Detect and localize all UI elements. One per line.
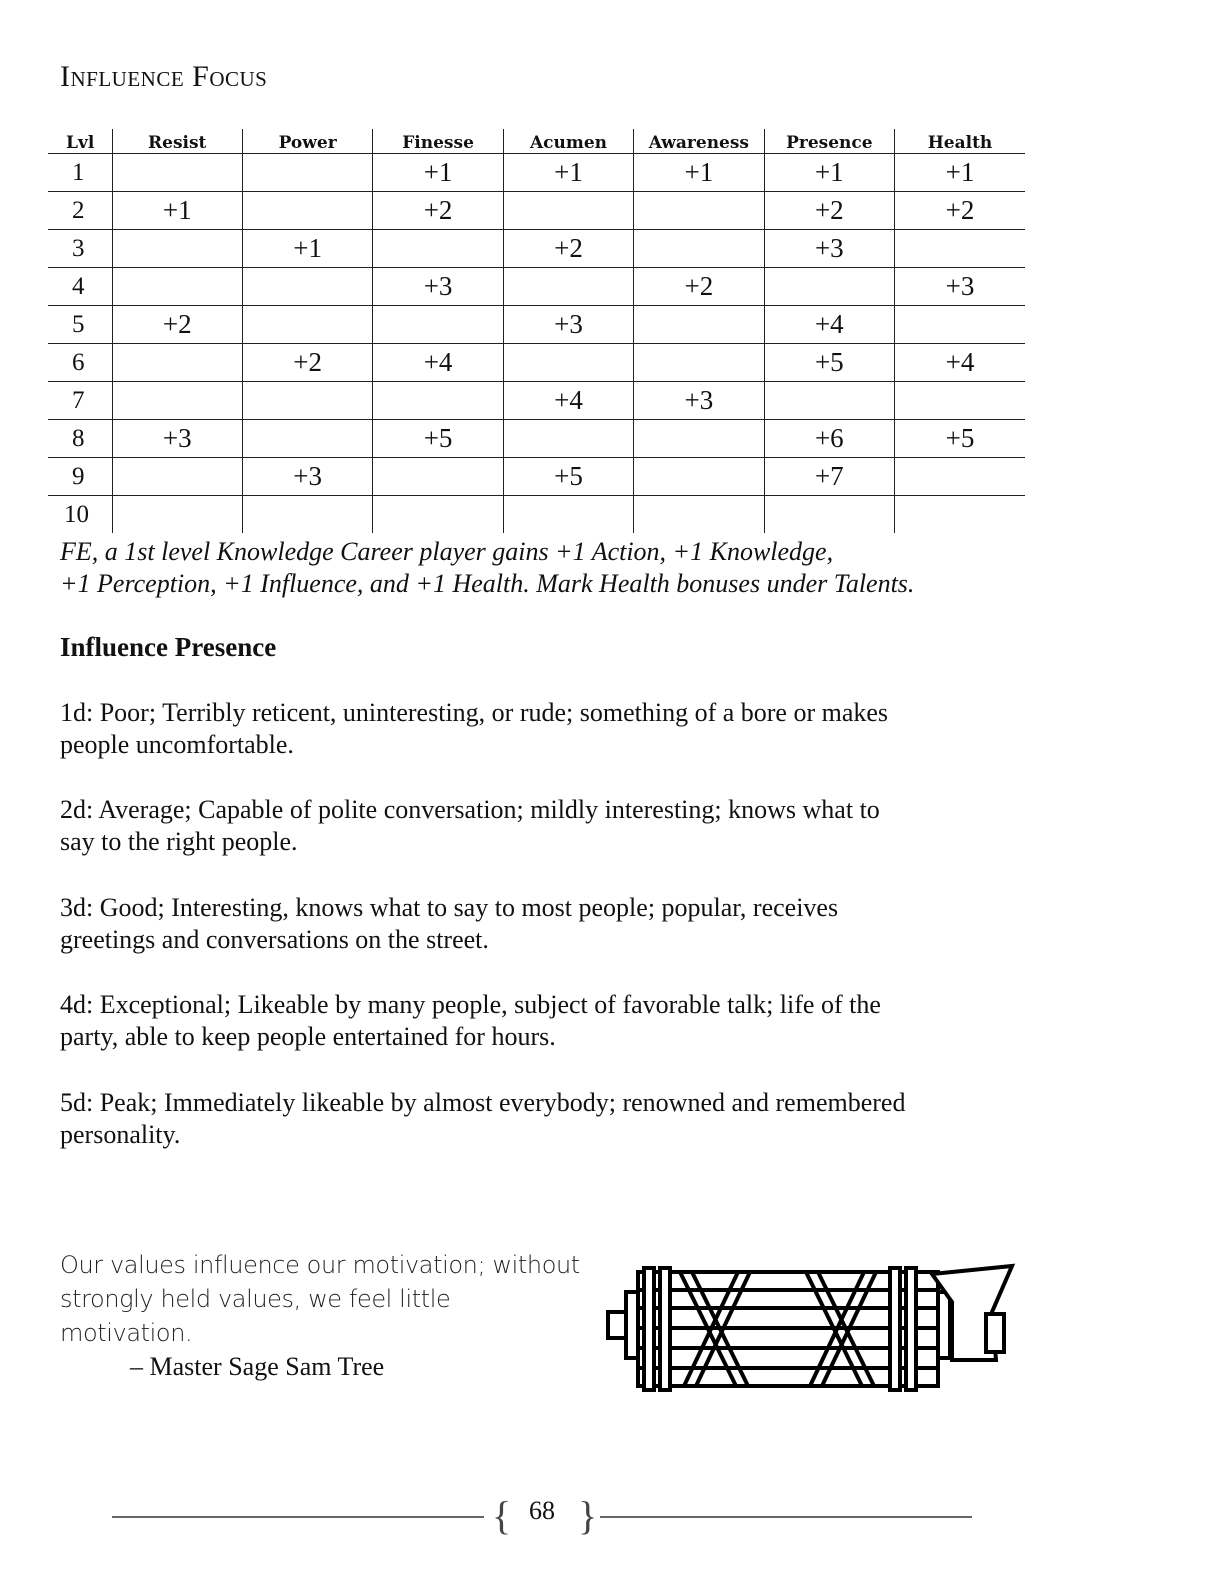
bonus-cell: +2 <box>242 344 372 382</box>
bonus-cell: +5 <box>503 458 633 496</box>
bonus-cell <box>895 230 1025 268</box>
bonus-cell <box>112 382 242 420</box>
presence-level-2d <box>60 794 1060 858</box>
level-text-line: 2d: Average; Capable of polite conversation; mildly interesting; knows what to <box>60 795 880 824</box>
note-line-2: +1 Perception, +1 Influence, and +1 Health. Mark Health bonuses under Talents. <box>60 569 915 598</box>
bonus-cell <box>112 154 242 192</box>
bonus-cell: +4 <box>503 382 633 420</box>
level-cell: 9 <box>48 458 112 496</box>
bonus-cell: +1 <box>764 154 894 192</box>
bonus-cell: +1 <box>634 154 764 192</box>
table-row <box>48 306 1025 344</box>
bonus-cell <box>895 458 1025 496</box>
bonus-cell <box>503 420 633 458</box>
bonus-cell <box>895 382 1025 420</box>
bonus-cell <box>112 458 242 496</box>
bonus-cell: +5 <box>764 344 894 382</box>
bonus-cell <box>764 382 894 420</box>
bonus-cell <box>112 344 242 382</box>
header-awareness: Awareness <box>634 129 764 154</box>
bonus-cell: +2 <box>112 306 242 344</box>
sage-quote <box>60 1248 600 1350</box>
bonus-cell <box>503 268 633 306</box>
bonus-cell: +2 <box>764 192 894 230</box>
header-acumen: Acumen <box>503 129 633 154</box>
bonus-cell: +1 <box>112 192 242 230</box>
bonus-cell <box>112 268 242 306</box>
bonus-cell <box>373 230 503 268</box>
presence-level-1d <box>60 697 1060 761</box>
bonus-cell <box>112 230 242 268</box>
header-lvl: Lvl <box>48 129 112 154</box>
table-row <box>48 496 1025 534</box>
bonus-cell: +1 <box>895 154 1025 192</box>
table-row <box>48 192 1025 230</box>
level-cell: 4 <box>48 268 112 306</box>
bonus-cell: +4 <box>895 344 1025 382</box>
level-cell: 8 <box>48 420 112 458</box>
table-body <box>48 154 1025 534</box>
quote-line: strongly held values, we feel little <box>60 1285 451 1313</box>
footer-rule-left <box>112 1516 484 1518</box>
level-cell: 3 <box>48 230 112 268</box>
bonus-cell <box>503 496 633 534</box>
header-power: Power <box>242 129 372 154</box>
bonus-cell <box>634 192 764 230</box>
level-cell: 10 <box>64 500 89 528</box>
bonus-cell: +1 <box>242 230 372 268</box>
bonus-cell: +3 <box>112 420 242 458</box>
level-text-line: 3d: Good; Interesting, knows what to say to most people; popular, receives <box>60 893 839 922</box>
bonus-cell <box>242 192 372 230</box>
bonus-cell <box>895 306 1025 344</box>
table-row <box>48 382 1025 420</box>
page-title: Influence Focus <box>60 60 268 93</box>
header-health: Health <box>895 129 1025 154</box>
influence-focus-table <box>48 129 1025 533</box>
bonus-cell <box>242 306 372 344</box>
bonus-cell: +2 <box>895 192 1025 230</box>
bonus-cell <box>634 420 764 458</box>
bonus-cell <box>634 306 764 344</box>
bonus-cell <box>634 230 764 268</box>
bonus-cell: +3 <box>634 382 764 420</box>
level-text-line: say to the right people. <box>60 827 298 856</box>
presence-level-5d <box>60 1087 1060 1151</box>
level-cell: 6 <box>48 344 112 382</box>
bonus-cell <box>242 420 372 458</box>
level-text-line: 4d: Exceptional; Likeable by many people, subject of favorable talk; life of the <box>60 990 881 1019</box>
header-resist: Resist <box>112 129 242 154</box>
bonus-cell: +5 <box>895 420 1025 458</box>
bonus-cell <box>242 268 372 306</box>
presence-level-3d <box>60 892 1060 956</box>
level-cell: 2 <box>48 192 112 230</box>
bonus-cell: +5 <box>373 420 503 458</box>
bonus-cell: +3 <box>242 458 372 496</box>
quote-attribution: – Master Sage Sam Tree <box>130 1352 385 1381</box>
bonus-cell <box>242 496 372 534</box>
level-text-line: people uncomfortable. <box>60 730 294 759</box>
table-row <box>48 230 1025 268</box>
bonus-cell: +2 <box>373 192 503 230</box>
header-finesse: Finesse <box>373 129 503 154</box>
note-line-1: FE, a 1st level Knowledge Career player gains +1 Action, +1 Knowledge, <box>60 537 834 566</box>
level-text-line: personality. <box>60 1120 181 1149</box>
career-note <box>60 536 1060 600</box>
table-row <box>48 268 1025 306</box>
footer-rule-right <box>600 1516 972 1518</box>
table-row <box>48 154 1025 192</box>
bonus-cell: +2 <box>503 230 633 268</box>
bonus-cell: +1 <box>503 154 633 192</box>
bonus-cell: +4 <box>373 344 503 382</box>
bonus-cell <box>634 458 764 496</box>
table-header-row <box>48 129 1025 154</box>
level-text-line: 5d: Peak; Immediately likeable by almost everybody; renowned and remembered <box>60 1088 906 1117</box>
table-row <box>48 458 1025 496</box>
level-cell: 1 <box>48 154 112 192</box>
bonus-cell <box>634 496 764 534</box>
section-heading: Influence Presence <box>60 632 277 662</box>
bonus-cell: +3 <box>764 230 894 268</box>
page-number: 68 <box>529 1496 555 1525</box>
bonus-cell: +3 <box>503 306 633 344</box>
bonus-cell: +7 <box>764 458 894 496</box>
quote-line: Our values influence our motivation; without <box>60 1251 580 1279</box>
bonus-cell: +3 <box>895 268 1025 306</box>
scroll-bundle-icon <box>600 1252 1020 1394</box>
level-cell: 5 <box>48 306 112 344</box>
bonus-cell: +2 <box>634 268 764 306</box>
bonus-cell <box>764 496 894 534</box>
bonus-cell <box>634 344 764 382</box>
bonus-cell <box>373 306 503 344</box>
bonus-cell <box>373 382 503 420</box>
bonus-cell <box>112 496 242 534</box>
level-text-line: 1d: Poor; Terribly reticent, uninteresting, or rude; something of a bore or makes <box>60 698 889 727</box>
level-text-line: party, able to keep people entertained for hours. <box>60 1022 556 1051</box>
bonus-cell <box>895 496 1025 534</box>
level-cell: 7 <box>48 382 112 420</box>
footer-bracket-left: { <box>492 1493 512 1538</box>
bonus-cell: +1 <box>373 154 503 192</box>
bonus-cell <box>373 458 503 496</box>
bonus-cell <box>764 268 894 306</box>
header-presence: Presence <box>764 129 894 154</box>
presence-level-4d <box>60 989 1060 1053</box>
bonus-cell <box>503 192 633 230</box>
bonus-cell <box>242 154 372 192</box>
bonus-cell <box>242 382 372 420</box>
bonus-cell <box>373 496 503 534</box>
bonus-cell: +4 <box>764 306 894 344</box>
footer-bracket-right: } <box>578 1493 598 1538</box>
bonus-cell: +6 <box>764 420 894 458</box>
level-text-line: greetings and conversations on the street. <box>60 925 489 954</box>
bonus-cell <box>503 344 633 382</box>
quote-line: motivation. <box>60 1319 193 1347</box>
table-row <box>48 344 1025 382</box>
table-row <box>48 420 1025 458</box>
bonus-cell: +3 <box>373 268 503 306</box>
